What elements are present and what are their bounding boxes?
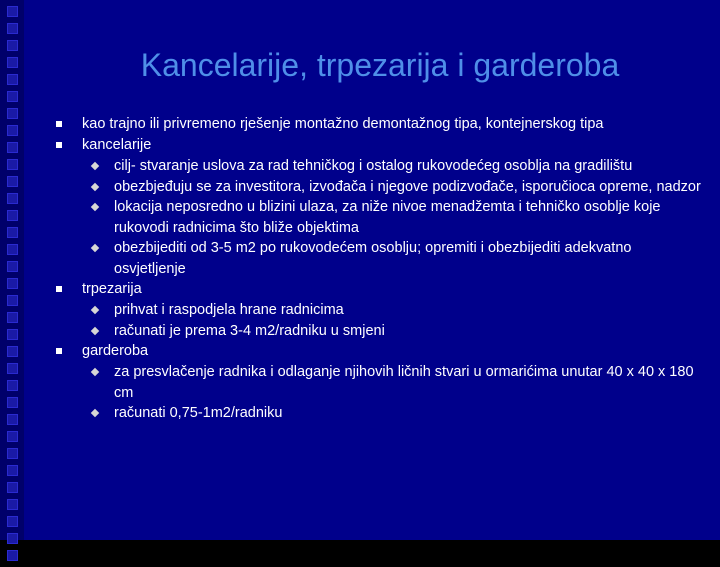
decorative-square <box>7 499 18 510</box>
diamond-bullet-icon <box>91 409 99 417</box>
diamond-bullet-icon <box>91 162 99 170</box>
sub-list-item <box>55 156 705 177</box>
diamond-bullet-icon <box>91 203 99 211</box>
decorative-square <box>7 91 18 102</box>
sub-list-item-text: cilj- stvaranje uslova za rad tehničkog i ostalog rukovodećeg osoblja na gradilištu <box>114 158 633 174</box>
decorative-square <box>7 397 18 408</box>
sub-list-item <box>55 238 705 279</box>
decorative-square <box>7 431 18 442</box>
decorative-square <box>7 261 18 272</box>
list-item <box>55 341 705 362</box>
sub-list-item <box>55 321 705 342</box>
decorative-square <box>7 346 18 357</box>
sub-list-item-text: računati 0,75-1m2/radniku <box>114 405 283 421</box>
list-item-text: garderoba <box>82 343 149 359</box>
decorative-squares <box>4 6 20 567</box>
sub-list-item <box>55 177 705 198</box>
sub-list-item-text: prihvat i raspodjela hrane radnicima <box>114 302 344 318</box>
decorative-square <box>7 142 18 153</box>
decorative-square <box>7 244 18 255</box>
sub-list-item <box>55 300 705 321</box>
decorative-square <box>7 210 18 221</box>
sub-list-item-text: računati je prema 3-4 m2/radniku u smjeni <box>114 322 385 339</box>
sub-list-item <box>55 403 705 424</box>
decorative-square <box>7 448 18 459</box>
decorative-square <box>7 6 18 17</box>
decorative-square <box>7 363 18 374</box>
sub-list-item-text: obezbijediti od 3-5 m2 po rukovodećem osoblju; opremiti i obezbijediti adekvatno osvjetljenje <box>114 240 632 277</box>
list-item <box>55 279 705 300</box>
decorative-square <box>7 227 18 238</box>
decorative-square <box>7 482 18 493</box>
square-bullet-icon <box>56 142 62 148</box>
decorative-square <box>7 278 18 289</box>
decorative-square <box>7 465 18 476</box>
decorative-square <box>7 108 18 119</box>
decorative-square <box>7 414 18 425</box>
list-item-text: trpezarija <box>82 281 142 297</box>
square-bullet-icon <box>56 286 62 292</box>
square-bullet-icon <box>56 121 62 127</box>
decorative-square <box>7 533 18 544</box>
sub-list-item <box>55 362 705 403</box>
bullet-list <box>55 114 705 424</box>
diamond-bullet-icon <box>91 244 99 252</box>
sub-list-item-text: lokacija neposredno u blizini ulaza, za niže nivoe menadžemta i tehničko osoblje koje rukovodi radnicima što bliže objektima <box>114 199 661 236</box>
decorative-square <box>7 295 18 306</box>
list-item <box>55 114 705 135</box>
decorative-square <box>7 550 18 561</box>
list-item-text: kancelarije <box>82 137 152 153</box>
decorative-square <box>7 23 18 34</box>
sub-list-item <box>55 197 705 238</box>
slide-title: Kancelarije, trpezarija i garderoba <box>140 47 620 83</box>
decorative-square <box>7 380 18 391</box>
sub-list-item-text: za presvlačenje radnika i odlaganje njihovih ličnih stvari u ormarićima unutar 40 x 40 x 180 cm <box>114 364 694 401</box>
decorative-square <box>7 159 18 170</box>
decorative-square <box>7 329 18 340</box>
decorative-square <box>7 176 18 187</box>
diamond-bullet-icon <box>91 306 99 314</box>
decorative-square <box>7 193 18 204</box>
diamond-bullet-icon <box>91 326 99 334</box>
sub-list-item-text: obezbjeđuju se za investitora, izvođača i njegove podizvođače, isporučioca opreme, nadzor <box>114 178 701 195</box>
decorative-square <box>7 312 18 323</box>
list-item-text: kao trajno ili privremeno rješenje montažno demontažnog tipa, kontejnerskog tipa <box>82 116 604 132</box>
diamond-bullet-icon <box>91 368 99 376</box>
list-item <box>55 135 705 156</box>
square-bullet-icon <box>56 348 62 354</box>
decorative-square <box>7 516 18 527</box>
decorative-square <box>7 125 18 136</box>
diamond-bullet-icon <box>91 182 99 190</box>
